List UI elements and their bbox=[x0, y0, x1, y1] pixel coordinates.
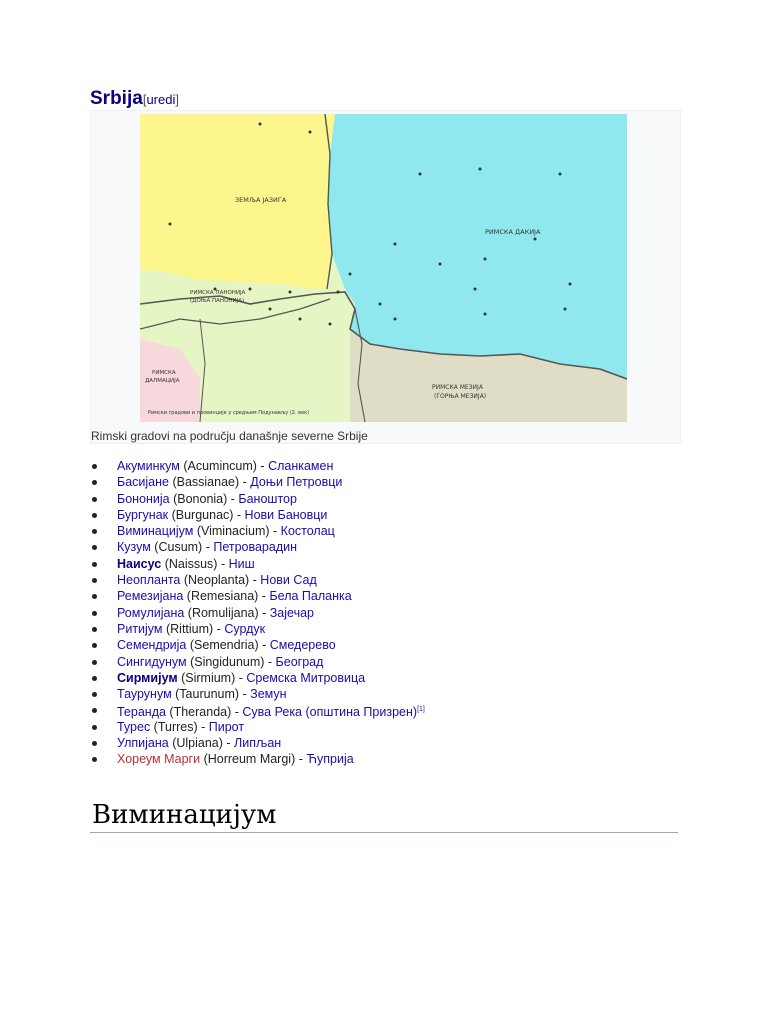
map-thumbnail bbox=[90, 110, 681, 444]
bullet-icon bbox=[92, 529, 97, 534]
ancient-city-link[interactable]: Турес bbox=[117, 719, 151, 734]
latin-name: (Viminacium) - bbox=[193, 524, 281, 539]
bullet-icon bbox=[92, 643, 97, 648]
ancient-city-link[interactable]: Таурунум bbox=[117, 687, 172, 702]
list-item bbox=[92, 751, 425, 767]
bullet-icon bbox=[92, 562, 97, 567]
list-item bbox=[92, 637, 425, 653]
ancient-city-link[interactable]: Ромулијана bbox=[117, 605, 185, 620]
city-list bbox=[92, 458, 425, 768]
ancient-city-link[interactable]: Наисус bbox=[117, 556, 162, 571]
ancient-city-link[interactable]: Семендрија bbox=[117, 638, 187, 653]
map-label-dalmatia-1: РИМСКА bbox=[152, 370, 176, 376]
map-legend: Римски градови и провинције у средњем Подунављу (2. век) bbox=[148, 410, 310, 416]
bullet-icon bbox=[92, 545, 97, 550]
edit-bracket-close: ] bbox=[175, 92, 179, 107]
modern-city-link[interactable]: Нови Сад bbox=[260, 573, 317, 588]
bullet-icon bbox=[92, 676, 97, 681]
map-label-moesia-2: (ГОРЊА МЕЗИЈА) bbox=[434, 393, 487, 400]
modern-city-link[interactable]: Зајечар bbox=[269, 605, 314, 620]
list-item bbox=[92, 702, 425, 718]
modern-city-link[interactable]: Сува Река (општина Призрен) bbox=[242, 705, 418, 720]
latin-name: (Rittium) - bbox=[162, 621, 225, 636]
list-item bbox=[92, 523, 425, 539]
ancient-city-link[interactable]: Ритијум bbox=[117, 621, 163, 636]
map-label-dalmatia-2: ДАЛМАЦИЈА bbox=[145, 378, 180, 384]
bullet-icon bbox=[92, 594, 97, 599]
latin-name: (Singidunum) - bbox=[186, 654, 276, 669]
ancient-city-link[interactable]: Неопланта bbox=[117, 573, 181, 588]
ancient-city-link[interactable]: Теранда bbox=[117, 705, 166, 720]
list-item bbox=[92, 572, 425, 588]
latin-name: (Bononia) - bbox=[169, 491, 239, 506]
modern-city-link[interactable]: Бела Паланка bbox=[269, 589, 352, 604]
map-label-jazygi: ЗЕМЉА ЈАЗИГА bbox=[235, 196, 287, 204]
latin-name: (Ulpiana) - bbox=[168, 736, 235, 751]
ancient-city-link[interactable]: Кузум bbox=[117, 540, 151, 555]
bullet-icon bbox=[92, 513, 97, 518]
bullet-icon bbox=[92, 464, 97, 469]
modern-city-link[interactable]: Сурдук bbox=[224, 621, 266, 636]
latin-name: (Sirmium) - bbox=[177, 670, 247, 685]
map-label-pannonia-1: РИМСКА ПАНОНИЈА bbox=[190, 290, 246, 296]
modern-city-link[interactable]: Сланкамен bbox=[268, 459, 334, 473]
latin-name: (Neoplanta) - bbox=[180, 573, 261, 588]
bullet-icon bbox=[92, 578, 97, 583]
ancient-city-link[interactable]: Бононија bbox=[117, 491, 170, 506]
list-item bbox=[92, 588, 425, 604]
modern-city-link[interactable]: Петроварадин bbox=[213, 540, 298, 555]
list-item bbox=[92, 491, 425, 507]
section-title: Srbija bbox=[90, 88, 143, 109]
bullet-icon bbox=[92, 741, 97, 746]
region-dacia bbox=[328, 114, 627, 379]
latin-name: (Taurunum) - bbox=[171, 687, 251, 702]
reference-link[interactable]: [1] bbox=[417, 706, 425, 714]
ancient-city-link[interactable]: Хореум Марги bbox=[117, 752, 201, 767]
list-item bbox=[92, 507, 425, 523]
latin-name: (Remesiana) - bbox=[183, 589, 270, 604]
list-item bbox=[92, 539, 425, 555]
list-item bbox=[92, 556, 425, 572]
ancient-city-link[interactable]: Басијане bbox=[117, 475, 169, 490]
latin-name: (Romulijana) - bbox=[184, 605, 270, 620]
modern-city-link[interactable]: Ћуприја bbox=[306, 752, 354, 767]
latin-name: (Burgunac) - bbox=[168, 507, 245, 522]
bullet-icon bbox=[92, 497, 97, 502]
list-item bbox=[92, 654, 425, 670]
latin-name: (Bassianae) - bbox=[168, 475, 251, 490]
bullet-icon bbox=[92, 692, 97, 697]
latin-name: (Horreum Margi) - bbox=[200, 752, 307, 767]
latin-name: (Acumincum) - bbox=[179, 459, 269, 473]
ancient-city-link[interactable]: Сирмијум bbox=[117, 670, 178, 685]
list-item bbox=[92, 621, 425, 637]
list-item bbox=[92, 686, 425, 702]
map-image[interactable] bbox=[140, 114, 627, 422]
section-heading bbox=[90, 88, 179, 110]
map-label-pannonia-2: (ДОЊА ПАНОНИЈА) bbox=[190, 298, 245, 304]
modern-city-link[interactable]: Београд bbox=[275, 654, 324, 669]
list-item bbox=[92, 605, 425, 621]
bullet-icon bbox=[92, 708, 97, 713]
latin-name: (Cusum) - bbox=[150, 540, 214, 555]
edit-link[interactable]: uredi bbox=[146, 92, 176, 107]
bullet-icon bbox=[92, 660, 97, 665]
bullet-icon bbox=[92, 757, 97, 762]
bullet-icon bbox=[92, 480, 97, 485]
list-item bbox=[92, 735, 425, 751]
modern-city-link[interactable]: Нови Бановци bbox=[244, 507, 328, 522]
ancient-city-link[interactable]: Улпијана bbox=[117, 736, 169, 751]
modern-city-link[interactable]: Липљан bbox=[234, 736, 282, 751]
list-item bbox=[92, 458, 425, 474]
modern-city-link[interactable]: Пирот bbox=[208, 719, 245, 734]
modern-city-link[interactable]: Доњи Петровци bbox=[250, 475, 343, 490]
latin-name: (Turres) - bbox=[150, 719, 209, 734]
map-label-dacia: РИМСКА ДАКИЈА bbox=[485, 228, 541, 236]
ancient-city-link[interactable]: Акуминкум bbox=[117, 459, 180, 473]
ancient-city-link[interactable]: Ремезијана bbox=[117, 589, 184, 604]
modern-city-link[interactable]: Баноштор bbox=[238, 491, 297, 506]
bullet-icon bbox=[92, 611, 97, 616]
modern-city-link[interactable]: Ниш bbox=[228, 556, 255, 571]
figure-caption: Rimski gradovi na području današnje severne Srbije bbox=[91, 429, 368, 443]
modern-city-link[interactable]: Земун bbox=[250, 687, 287, 702]
list-item bbox=[92, 474, 425, 490]
map-label-moesia-1: РИМСКА МЕЗИЈА bbox=[432, 384, 483, 391]
latin-name: (Naissus) - bbox=[161, 556, 229, 571]
section-heading-viminacium: Виминацијум bbox=[92, 800, 277, 830]
list-item bbox=[92, 719, 425, 735]
heading-divider bbox=[90, 832, 678, 833]
edit-bracket-open: [ bbox=[142, 92, 147, 107]
modern-city-link[interactable]: Костолац bbox=[280, 524, 335, 539]
modern-city-link[interactable]: Сремска Митровица bbox=[246, 670, 366, 685]
bullet-icon bbox=[92, 725, 97, 730]
ancient-city-link[interactable]: Бургунак bbox=[117, 507, 169, 522]
latin-name: (Theranda) - bbox=[165, 705, 243, 720]
ancient-city-link[interactable]: Виминацијум bbox=[117, 524, 194, 539]
bullet-icon bbox=[92, 627, 97, 632]
ancient-city-link[interactable]: Сингидунум bbox=[117, 654, 187, 669]
latin-name: (Semendria) - bbox=[186, 638, 270, 653]
modern-city-link[interactable]: Смедерево bbox=[269, 638, 336, 653]
list-item bbox=[92, 670, 425, 686]
